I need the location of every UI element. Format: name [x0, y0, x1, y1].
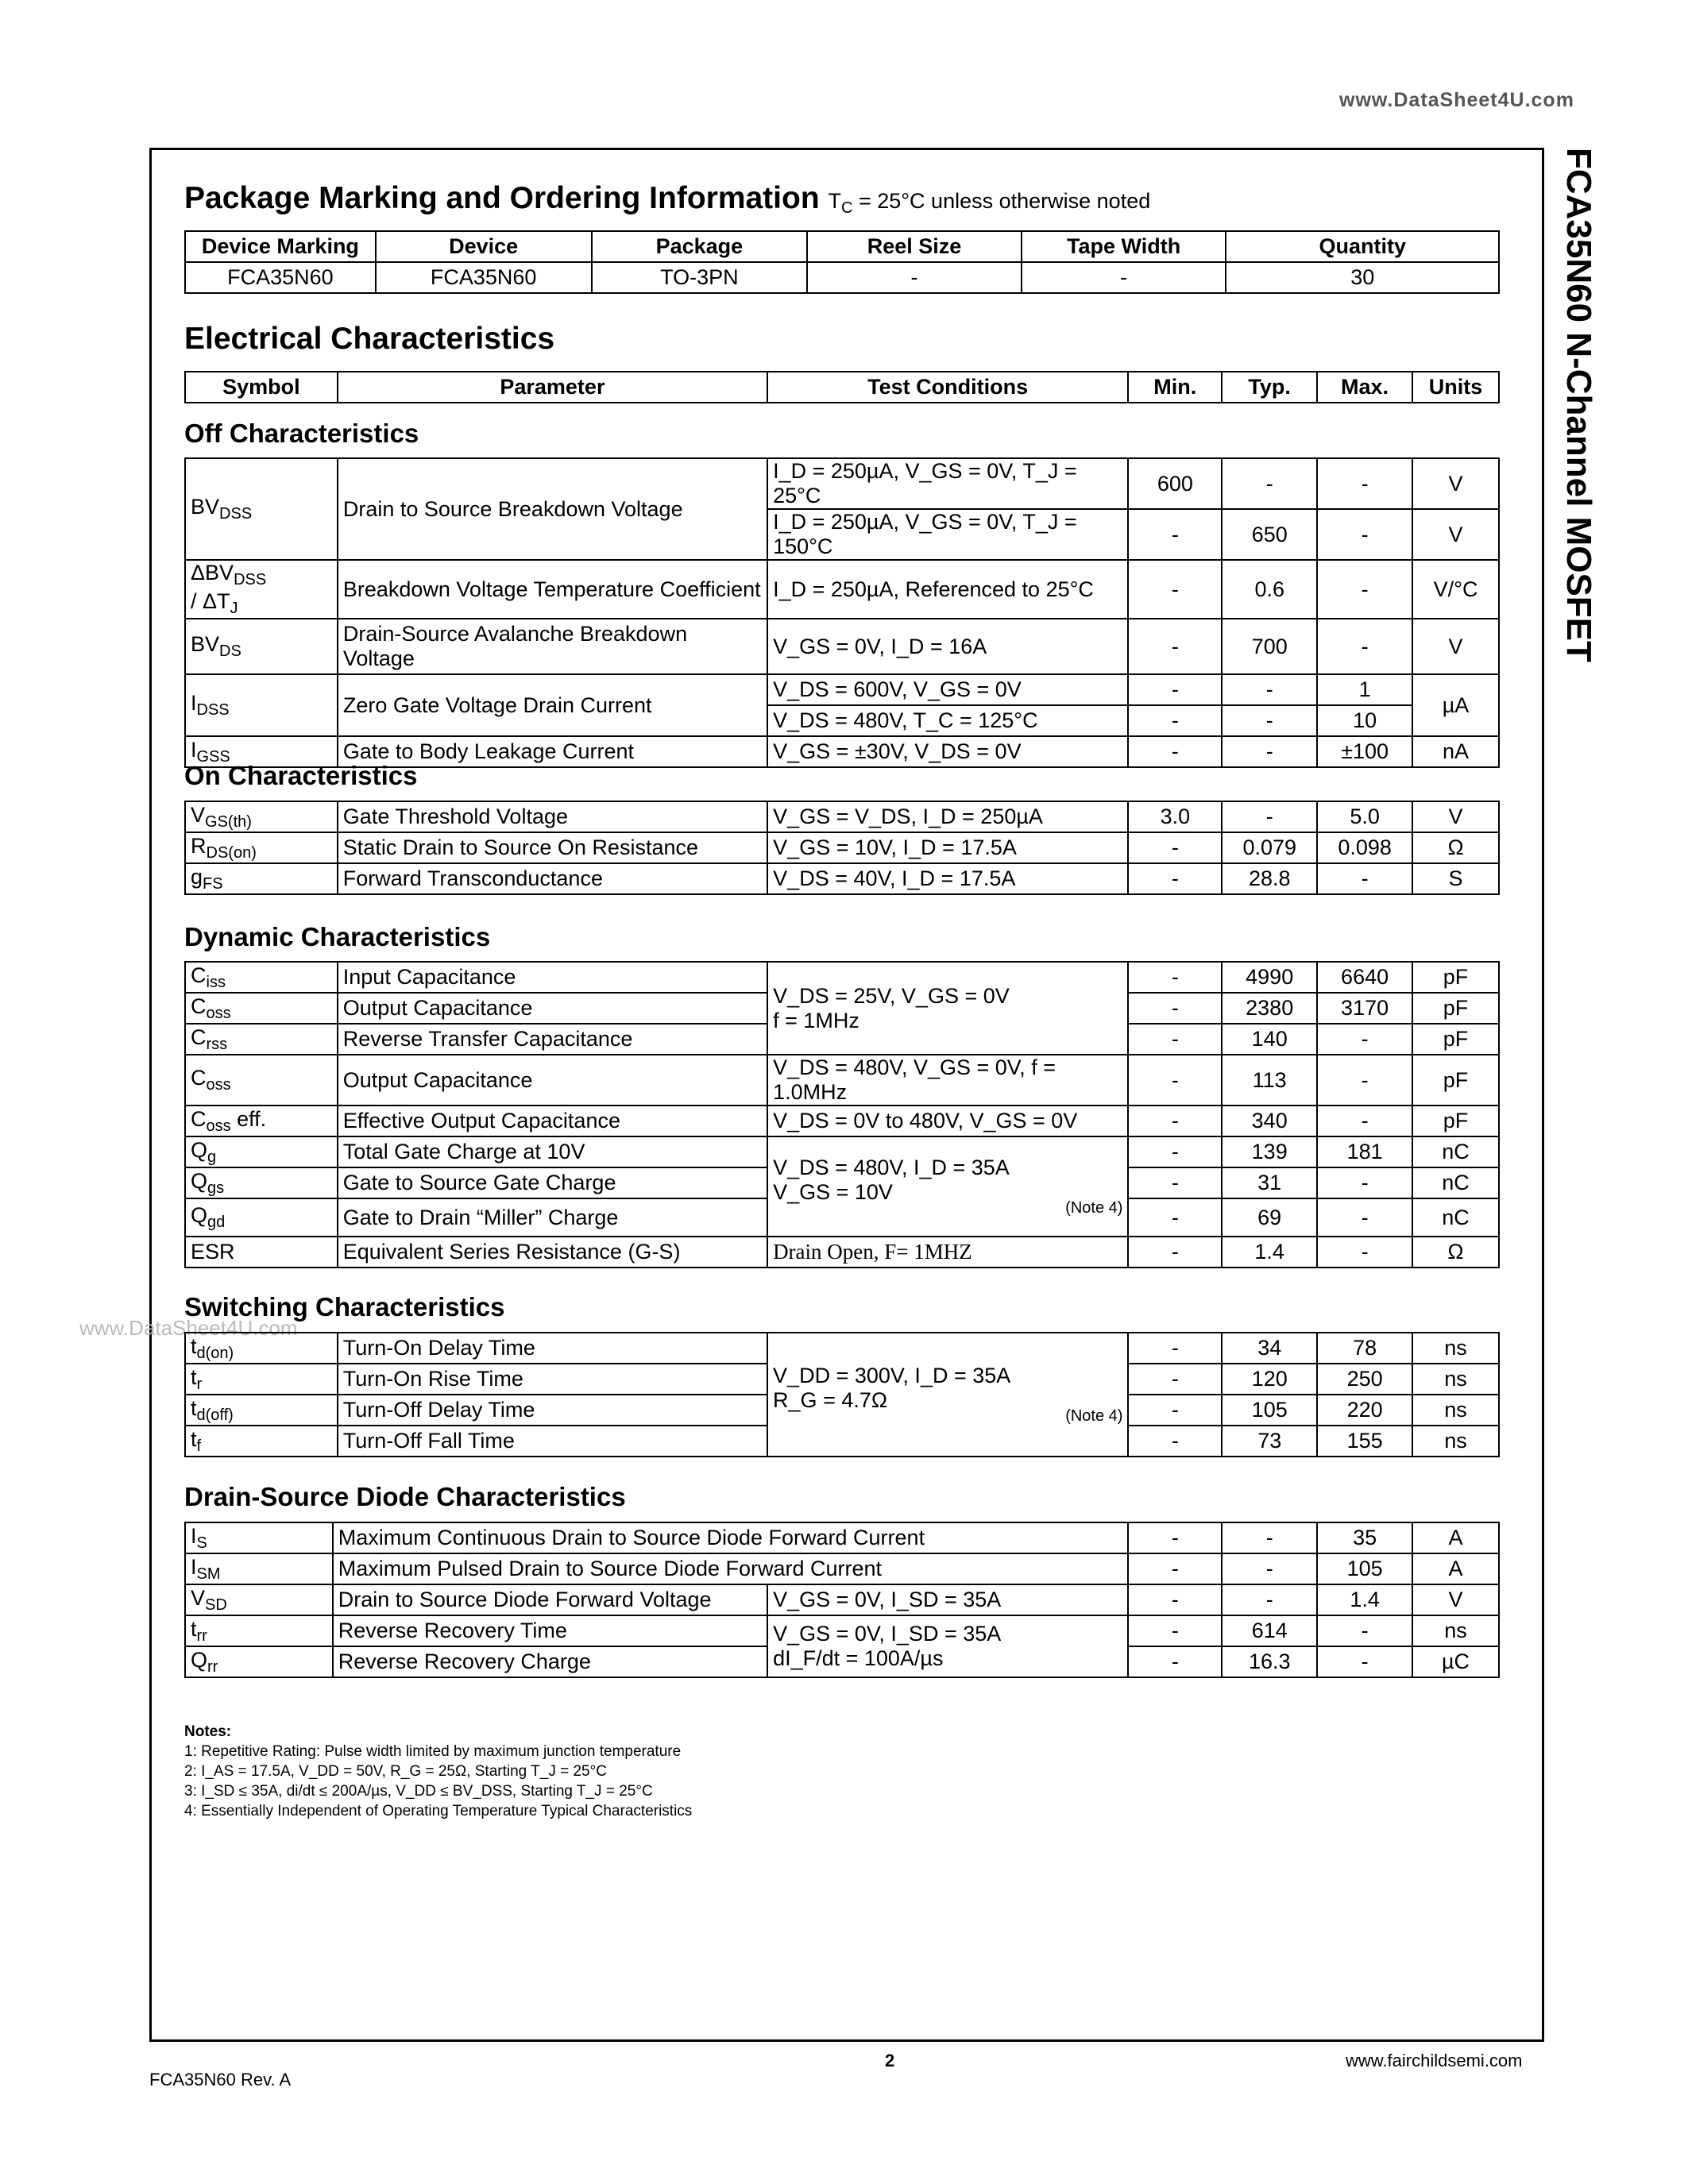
col-device-marking: Device Marking: [185, 231, 376, 262]
cell: -: [1128, 832, 1222, 863]
watermark: www.DataSheet4U.com: [79, 1316, 298, 1340]
package-table: [184, 230, 1500, 294]
cell: -: [1128, 1395, 1222, 1426]
cond-cell: Drain Open, F= 1MHZ: [767, 1237, 1128, 1268]
symbol-cell: $R_{DS(on)}$: [185, 832, 338, 863]
param-cell: Gate to Source Gate Charge: [338, 1167, 767, 1198]
col-package: Package: [592, 231, 808, 262]
table-row: [185, 962, 1499, 993]
cond-cell: V_GS = 0V, I_D = 16A: [767, 619, 1128, 674]
cell: Ω: [1412, 832, 1499, 863]
cell: A: [1412, 1553, 1499, 1584]
symbol-cell: ESR: [185, 1237, 338, 1268]
symbol-cell: $\Delta BV_{DSS}$ / $\Delta T_J$: [185, 560, 338, 619]
cell: -: [1317, 509, 1412, 560]
symbol-cell: $t_{d(on)}$: [185, 1333, 338, 1364]
cell: -: [1128, 1522, 1222, 1553]
cell: 0.6: [1222, 560, 1317, 619]
table-row: [185, 1106, 1499, 1136]
cell: -: [1317, 1167, 1412, 1198]
param-cell: Equivalent Series Resistance (G-S): [338, 1237, 767, 1268]
cell: 28.8: [1222, 863, 1317, 894]
switching-table: [184, 1332, 1500, 1457]
table-row: [185, 458, 1499, 509]
cell: 105: [1317, 1553, 1412, 1584]
cell: 16.3: [1222, 1646, 1317, 1677]
table-row: [185, 801, 1499, 832]
cell: -: [1128, 1055, 1222, 1106]
table-row: [185, 1615, 1499, 1646]
param-cell: Breakdown Voltage Temperature Coefficient: [338, 560, 767, 619]
cell: S: [1412, 863, 1499, 894]
cell: nA: [1412, 736, 1499, 767]
cell: -: [1128, 619, 1222, 674]
symbol-cell: $V_{SD}$: [185, 1584, 333, 1615]
cond-cell: V_DS = 25V, V_GS = 0V f = 1MHz: [767, 962, 1128, 1055]
cell: -: [1128, 674, 1222, 705]
table-row: [185, 674, 1499, 705]
param-cell: Drain to Source Diode Forward Voltage: [333, 1584, 767, 1615]
cond-cell: V_GS = 0V, I_SD = 35A dI_F/dt = 100A/µs: [767, 1615, 1128, 1677]
cell: 140: [1222, 1024, 1317, 1055]
cell: -: [1128, 1646, 1222, 1677]
cell: -: [1222, 674, 1317, 705]
param-cell: Static Drain to Source On Resistance: [338, 832, 767, 863]
cell: A: [1412, 1522, 1499, 1553]
col-test-conditions: Test Conditions: [767, 372, 1128, 403]
param-cell: Output Capacitance: [338, 993, 767, 1024]
diode-section-title: Drain-Source Diode Characteristics: [184, 1482, 626, 1511]
cell: V: [1412, 509, 1499, 560]
symbol-cell: $I_{GSS}$: [185, 736, 338, 767]
off-section-title: Off Characteristics: [184, 419, 419, 448]
param-cell: Drain-Source Avalanche Breakdown Voltage: [338, 619, 767, 674]
cell: -: [1222, 1584, 1317, 1615]
cell: 1.4: [1222, 1237, 1317, 1268]
cell: pF: [1412, 993, 1499, 1024]
side-title: FCA35N60 N-Channel MOSFET: [1559, 148, 1598, 662]
cell: -: [1128, 1584, 1222, 1615]
cell: 1.4: [1317, 1584, 1412, 1615]
cell: 650: [1222, 509, 1317, 560]
cell: -: [1022, 262, 1226, 293]
symbol-cell: $t_f$: [185, 1426, 338, 1457]
cell: -: [1317, 863, 1412, 894]
dynamic-table: [184, 961, 1500, 1268]
symbol-cell: $t_r$: [185, 1364, 338, 1395]
param-cell: Turn-Off Delay Time: [338, 1395, 767, 1426]
on-table: [184, 801, 1500, 895]
cell: 34: [1222, 1333, 1317, 1364]
col-tape-width: Tape Width: [1022, 231, 1226, 262]
cell: 155: [1317, 1426, 1412, 1457]
cell: V: [1412, 458, 1499, 509]
cell: -: [1128, 1024, 1222, 1055]
param-cell: Turn-On Rise Time: [338, 1364, 767, 1395]
cell: -: [1317, 1106, 1412, 1136]
cell: 614: [1222, 1615, 1317, 1646]
cell: V: [1412, 1584, 1499, 1615]
dynamic-section-title: Dynamic Characteristics: [184, 922, 491, 951]
note-item: 4: Essentially Independent of Operating Temperature Typical Characteristics: [184, 1803, 693, 1819]
param-cell: Gate to Drain “Miller” Charge: [338, 1198, 767, 1237]
cell: 1: [1317, 674, 1412, 705]
cell: -: [1128, 1198, 1222, 1237]
symbol-cell: $t_{d(off)}$: [185, 1395, 338, 1426]
switching-section-title: Switching Characteristics: [184, 1292, 505, 1322]
footer-revision: FCA35N60 Rev. A: [149, 2070, 292, 2089]
cond-cell: V_GS = 0V, I_SD = 35A: [767, 1584, 1128, 1615]
cell: -: [1222, 705, 1317, 736]
cond-cell: V_DS = 0V to 480V, V_GS = 0V: [767, 1106, 1128, 1136]
cell: -: [1317, 458, 1412, 509]
param-cell: Output Capacitance: [338, 1055, 767, 1106]
cell: FCA35N60: [185, 262, 376, 293]
table-row: [185, 560, 1499, 619]
cell: -: [1222, 1553, 1317, 1584]
table-row: [185, 1333, 1499, 1364]
table-row: [185, 1237, 1499, 1268]
table-row: [185, 1584, 1499, 1615]
col-symbol: Symbol: [185, 372, 338, 403]
cell: 700: [1222, 619, 1317, 674]
cell: nC: [1412, 1167, 1499, 1198]
cell: -: [1128, 1136, 1222, 1167]
cell: -: [1317, 1615, 1412, 1646]
cell: -: [1222, 736, 1317, 767]
table-row: [185, 1055, 1499, 1106]
cell: 600: [1128, 458, 1222, 509]
cell: -: [1317, 560, 1412, 619]
cell: -: [1128, 705, 1222, 736]
col-reel-size: Reel Size: [807, 231, 1022, 262]
cell: V/°C: [1412, 560, 1499, 619]
cell: -: [1317, 1646, 1412, 1677]
cell: -: [1128, 1426, 1222, 1457]
cell: -: [1128, 1615, 1222, 1646]
param-cell: Reverse Recovery Charge: [333, 1646, 767, 1677]
param-cell: Reverse Transfer Capacitance: [338, 1024, 767, 1055]
symbol-cell: $Q_{gs}$: [185, 1167, 338, 1198]
cond-cell: V_DS = 40V, I_D = 17.5A: [767, 863, 1128, 894]
symbol-cell: $C_{iss}$: [185, 962, 338, 993]
param-cell: Gate Threshold Voltage: [338, 801, 767, 832]
table-row: [185, 1522, 1499, 1553]
symbol-cell: $C_{oss}$: [185, 993, 338, 1024]
cell: V: [1412, 619, 1499, 674]
cell: 139: [1222, 1136, 1317, 1167]
col-typ: Typ.: [1222, 372, 1317, 403]
param-cell: Drain to Source Breakdown Voltage: [338, 458, 767, 560]
col-device: Device: [376, 231, 592, 262]
cell: FCA35N60: [376, 262, 592, 293]
cell: µA: [1412, 674, 1499, 736]
cell: 73: [1222, 1426, 1317, 1457]
cell: 4990: [1222, 962, 1317, 993]
symbol-cell: $g_{FS}$: [185, 863, 338, 894]
cell: -: [1128, 1106, 1222, 1136]
cond-cell: I_D = 250µA, V_GS = 0V, T_J = 150°C: [767, 509, 1128, 560]
cell: -: [807, 262, 1022, 293]
cell: ns: [1412, 1333, 1499, 1364]
col-quantity: Quantity: [1226, 231, 1499, 262]
cell: 35: [1317, 1522, 1412, 1553]
electrical-header-table: [184, 371, 1500, 403]
param-cell: Input Capacitance: [338, 962, 767, 993]
cell: -: [1222, 801, 1317, 832]
param-cell: Maximum Pulsed Drain to Source Diode Forward Current: [333, 1553, 1129, 1584]
cell: 340: [1222, 1106, 1317, 1136]
cell: -: [1128, 509, 1222, 560]
cond-cell: V_GS = ±30V, V_DS = 0V: [767, 736, 1128, 767]
symbol-cell: $Q_g$: [185, 1136, 338, 1167]
cell: -: [1128, 1553, 1222, 1584]
table-row: [185, 1136, 1499, 1167]
cell: -: [1128, 1333, 1222, 1364]
symbol-cell: $Q_{rr}$: [185, 1646, 333, 1677]
cell: -: [1128, 736, 1222, 767]
cell: Ω: [1412, 1237, 1499, 1268]
cell: -: [1317, 1024, 1412, 1055]
param-cell: Turn-On Delay Time: [338, 1333, 767, 1364]
cell: µC: [1412, 1646, 1499, 1677]
cell: ns: [1412, 1395, 1499, 1426]
table-row: [185, 619, 1499, 674]
symbol-cell: $I_S$: [185, 1522, 333, 1553]
symbol-cell: $C_{oss}$ eff.: [185, 1106, 338, 1136]
cell: 250: [1317, 1364, 1412, 1395]
col-units: Units: [1412, 372, 1499, 403]
cell: 5.0: [1317, 801, 1412, 832]
symbol-cell: $t_{rr}$: [185, 1615, 333, 1646]
cell: -: [1222, 1522, 1317, 1553]
cond-cell: V_GS = V_DS, I_D = 250µA: [767, 801, 1128, 832]
cell: -: [1317, 1198, 1412, 1237]
param-cell: Total Gate Charge at 10V: [338, 1136, 767, 1167]
cell: -: [1128, 560, 1222, 619]
cell: -: [1128, 1237, 1222, 1268]
cell: 30: [1226, 262, 1499, 293]
col-parameter: Parameter: [338, 372, 767, 403]
param-cell: Maximum Continuous Drain to Source Diode Forward Current: [333, 1522, 1129, 1553]
symbol-cell: $BV_{DSS}$: [185, 458, 338, 560]
cell: -: [1317, 1055, 1412, 1106]
param-cell: Gate to Body Leakage Current: [338, 736, 767, 767]
diode-table: [184, 1522, 1500, 1678]
cell: 69: [1222, 1198, 1317, 1237]
cell: 78: [1317, 1333, 1412, 1364]
cond-cell: V_DS = 600V, V_GS = 0V: [767, 674, 1128, 705]
cell: nC: [1412, 1198, 1499, 1237]
symbol-cell: $I_{DSS}$: [185, 674, 338, 736]
cell: pF: [1412, 1055, 1499, 1106]
cell: ±100: [1317, 736, 1412, 767]
cell: -: [1128, 993, 1222, 1024]
cell: 2380: [1222, 993, 1317, 1024]
cond-cell: I_D = 250µA, Referenced to 25°C: [767, 560, 1128, 619]
cell: 6640: [1317, 962, 1412, 993]
cell: 181: [1317, 1136, 1412, 1167]
cell: -: [1222, 458, 1317, 509]
cell: ns: [1412, 1615, 1499, 1646]
param-cell: Reverse Recovery Time: [333, 1615, 767, 1646]
cond-cell: V_DS = 480V, I_D = 35A V_GS = 10V (Note 4): [767, 1136, 1128, 1237]
cell: 3.0: [1128, 801, 1222, 832]
note-item: 3: I_SD ≤ 35A, di/dt ≤ 200A/µs, V_DD ≤ BV_DSS, Starting T_J = 25°C: [184, 1783, 653, 1800]
cell: -: [1317, 1237, 1412, 1268]
notes: [184, 1722, 692, 1821]
cell: -: [1128, 863, 1222, 894]
footer-url[interactable]: www.fairchildsemi.com: [1346, 2051, 1523, 2070]
table-row: [185, 1553, 1499, 1584]
table-row: [185, 832, 1499, 863]
off-table: [184, 457, 1500, 768]
cell: 0.079: [1222, 832, 1317, 863]
cell: 220: [1317, 1395, 1412, 1426]
cell: pF: [1412, 962, 1499, 993]
symbol-cell: $V_{GS(th)}$: [185, 801, 338, 832]
cond-cell: V_GS = 10V, I_D = 17.5A: [767, 832, 1128, 863]
cell: nC: [1412, 1136, 1499, 1167]
col-max: Max.: [1317, 372, 1412, 403]
cell: 120: [1222, 1364, 1317, 1395]
cell: ns: [1412, 1364, 1499, 1395]
cell: -: [1128, 1364, 1222, 1395]
cell: 0.098: [1317, 832, 1412, 863]
package-title: Package Marking and Ordering Information $T_C = 25^\circ C$ unless otherwise noted: [184, 181, 1151, 217]
cell: 3170: [1317, 993, 1412, 1024]
header-url[interactable]: www.DataSheet4U.com: [1339, 89, 1574, 111]
cell: -: [1317, 619, 1412, 674]
cond-cell: I_D = 250µA, V_GS = 0V, T_J = 25°C: [767, 458, 1128, 509]
cond-cell: V_DS = 480V, V_GS = 0V, f = 1.0MHz: [767, 1055, 1128, 1106]
on-section-title: On Characteristics: [184, 761, 418, 790]
electrical-title: Electrical Characteristics: [184, 322, 555, 356]
symbol-cell: $C_{rss}$: [185, 1024, 338, 1055]
symbol-cell: $Q_{gd}$: [185, 1198, 338, 1237]
cell: TO-3PN: [592, 262, 808, 293]
cond-cell: V_DD = 300V, I_D = 35A R_G = 4.7Ω (Note 4): [767, 1333, 1128, 1457]
cell: -: [1128, 962, 1222, 993]
table-row: [185, 863, 1499, 894]
cell: 113: [1222, 1055, 1317, 1106]
cell: -: [1128, 1167, 1222, 1198]
note-item: 1: Repetitive Rating: Pulse width limited by maximum junction temperature: [184, 1743, 682, 1760]
cell: 105: [1222, 1395, 1317, 1426]
cell: 31: [1222, 1167, 1317, 1198]
col-min: Min.: [1128, 372, 1222, 403]
cell: pF: [1412, 1024, 1499, 1055]
symbol-cell: $BV_{DS}$: [185, 619, 338, 674]
param-cell: Zero Gate Voltage Drain Current: [338, 674, 767, 736]
note-item: 2: I_AS = 17.5A, V_DD = 50V, R_G = 25Ω, Starting T_J = 25°C: [184, 1763, 607, 1780]
cell: ns: [1412, 1426, 1499, 1457]
cell: pF: [1412, 1106, 1499, 1136]
cond-cell: V_DS = 480V, T_C = 125°C: [767, 705, 1128, 736]
param-cell: Effective Output Capacitance: [338, 1106, 767, 1136]
symbol-cell: $C_{oss}$: [185, 1055, 338, 1106]
notes-title: Notes:: [184, 1723, 232, 1740]
symbol-cell: $I_{SM}$: [185, 1553, 333, 1584]
param-cell: Turn-Off Fall Time: [338, 1426, 767, 1457]
page-number: 2: [885, 2051, 895, 2070]
cell: V: [1412, 801, 1499, 832]
cell: 10: [1317, 705, 1412, 736]
param-cell: Forward Transconductance: [338, 863, 767, 894]
